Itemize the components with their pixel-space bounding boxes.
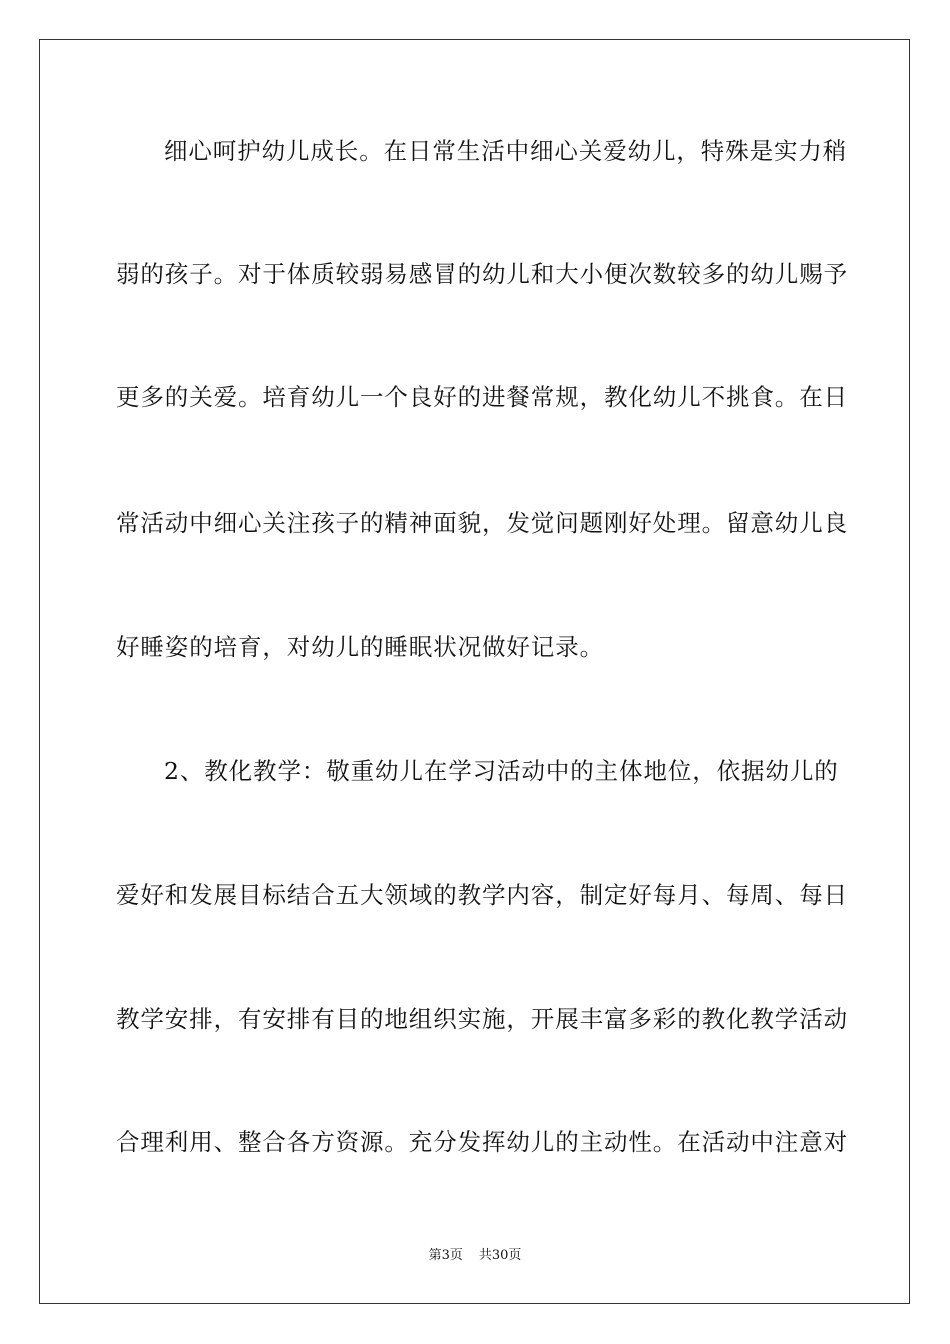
body-text-line: 教学安排，有安排有目的地组织实施，开展丰富多彩的教化教学活动 bbox=[116, 1005, 848, 1033]
body-text-line: 好睡姿的培育，对幼儿的睡眠状况做好记录。 bbox=[116, 633, 604, 661]
body-text-line: 2、教化教学：敬重幼儿在学习活动中的主体地位，依据幼儿的 bbox=[164, 757, 839, 785]
total-pages: 共30页 bbox=[478, 1248, 522, 1263]
body-text-line: 弱的孩子。对于体质较弱易感冒的幼儿和大小便次数较多的幼儿赐予 bbox=[116, 260, 848, 288]
body-text-line: 更多的关爱。培育幼儿一个良好的进餐常规，教化幼儿不挑食。在日 bbox=[116, 383, 848, 411]
body-text-line: 常活动中细心关注孩子的精神面貌，发觉问题刚好处理。留意幼儿良 bbox=[116, 509, 848, 537]
page-border bbox=[39, 39, 910, 1304]
body-text-line: 合理利用、整合各方资源。充分发挥幼儿的主动性。在活动中注意对 bbox=[116, 1128, 848, 1156]
page-footer bbox=[0, 1248, 950, 1264]
body-text-line: 细心呵护幼儿成长。在日常生活中细心关爱幼儿，特殊是实力稍 bbox=[164, 137, 848, 165]
page-number: 第3页 bbox=[428, 1248, 463, 1263]
body-text-line: 爱好和发展目标结合五大领域的教学内容，制定好每月、每周、每日 bbox=[116, 881, 848, 909]
